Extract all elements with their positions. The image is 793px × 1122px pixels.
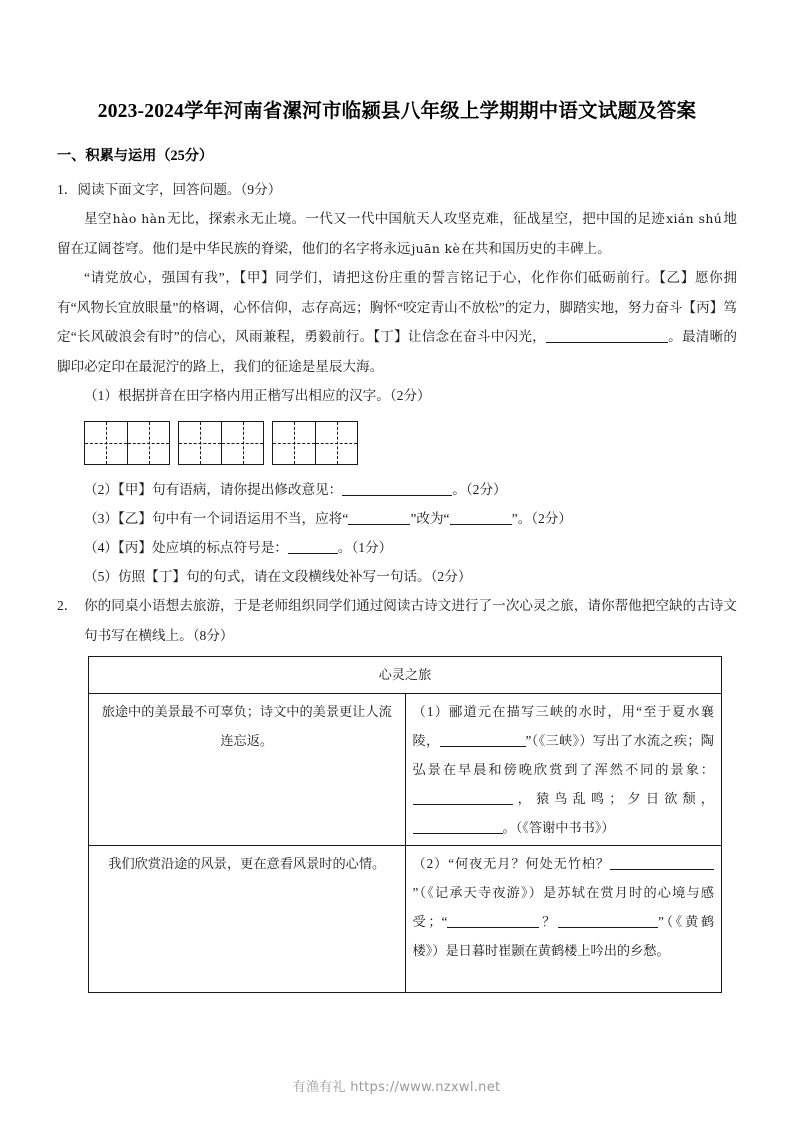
table-cell-left: 我们欣赏沿途的风景，更在意看风景时的心情。 — [89, 846, 406, 993]
tianzige-cell[interactable] — [127, 422, 169, 464]
sub2-text-a: （2）【甲】句有语病，请你提出修改意见： — [84, 482, 343, 497]
tianzige-cell[interactable] — [85, 422, 127, 464]
question-2-text: 你的同桌小语想去旅游，于是老师组织同学们通过阅读古诗文进行了一次心灵之旅，请你帮他把空缺的古诗文句书写在横线上。（8分） — [84, 598, 737, 643]
row2-text-d: ”（《黄鹤楼》）是日暮时崔颢在黄鹤楼上吟出的乡愁。 — [412, 914, 715, 958]
question-1-stem: 1．阅读下面文字，回答问题。（9分） — [57, 182, 282, 197]
tianzige-group-3[interactable] — [272, 421, 358, 465]
question-1-paragraph-2 — [57, 263, 737, 381]
sub4-text-a: （4）【丙】处应填的标点符号是： — [84, 540, 288, 555]
sub2-text-b: 。（2分） — [452, 482, 507, 497]
fill-blank-evening[interactable] — [413, 819, 503, 834]
table-cell-right — [405, 846, 722, 993]
question-1-sub-2 — [57, 475, 737, 504]
pinyin-xianshu: xián shú — [666, 211, 723, 226]
row1-text-a: （1）郦道元在描写三峡的水时，用“至于夏水襄陵， — [412, 704, 714, 748]
fill-blank-para2[interactable] — [546, 328, 668, 343]
fill-blank-sub4[interactable] — [288, 539, 338, 554]
row2-text-c: ？ — [539, 914, 558, 929]
table-header-row — [89, 657, 722, 694]
sub3-text-b: ”改为“ — [410, 511, 450, 526]
fill-blank-huanghelou-1[interactable] — [447, 913, 539, 928]
table-row — [89, 694, 722, 846]
question-1-sub-5: （5）仿照【丁】句的句式，请在文段横线处补写一句话。（2分） — [84, 569, 472, 584]
question-1-sub-4 — [57, 533, 737, 562]
tianzige-cell[interactable] — [315, 422, 357, 464]
question-1-sub-3 — [57, 504, 737, 533]
tianzige-cell[interactable] — [221, 422, 263, 464]
page-title: 2023-2024学年河南省漯河市临颍县八年级上学期期中语文试题及答案 — [97, 101, 697, 122]
tianzige-cell[interactable] — [179, 422, 221, 464]
footer-watermark: 有渔有礼 https://www.nzxwl.net — [292, 1080, 501, 1095]
heart-journey-table — [88, 656, 722, 993]
para1-text-d: 在共和国历史的丰碑上。 — [461, 240, 611, 256]
question-1-sub-1: （1）根据拼音在田字格内用正楷写出相应的汉字。（2分） — [84, 388, 431, 403]
table-header-title: 心灵之旅 — [89, 657, 722, 694]
fill-blank-sub3-to[interactable] — [450, 510, 512, 525]
para2-text-a: “请党放心，强国有我”，【甲】同学们，请把这份庄重的誓言铭记于心，化作你们砥砺前行。【乙】愿你拥有“风物长宜放眼量”的格调，心怀信仰，志存高远；胸怀“咬定青山不放松”的定力，脚踏实地，努力奋斗【丙】笃定“长风破浪会有时”的信心，风雨兼程，勇毅前行。【丁】让信念在奋斗中闪光， — [57, 270, 737, 344]
pinyin-haohan: hào hàn — [112, 211, 166, 226]
question-2-stem — [57, 591, 737, 650]
tianzige-group-1[interactable] — [84, 421, 170, 465]
table-row — [89, 846, 722, 993]
para1-text-a: 星空 — [84, 211, 112, 226]
fill-blank-sub3-from[interactable] — [348, 510, 410, 525]
fill-blank-huanghelou-2[interactable] — [558, 913, 658, 928]
section-heading: 一、积累与运用（25分） — [57, 148, 214, 164]
row1-text-d: 。（《答谢中书书》） — [502, 820, 615, 835]
row1-text-b: ”（《三峡》）写出了水流之疾；陶弘景在早晨和傍晚欣赏到了浑然不同的景象： — [412, 733, 714, 777]
pinyin-juanke: juān kè — [411, 240, 461, 256]
fill-blank-sub2[interactable] — [342, 481, 452, 496]
fill-blank-morning[interactable] — [413, 790, 513, 805]
page-content — [57, 95, 737, 993]
sub3-text-c: ”。（2分） — [511, 511, 572, 526]
tianzige-cell[interactable] — [273, 422, 315, 464]
tianzige-grid — [57, 421, 737, 465]
sub3-text-a: （3）【乙】句中有一个词语运用不当，应将“ — [84, 511, 349, 526]
row2-text-a: （2）“何夜无月？何处无竹柏？ — [412, 856, 610, 871]
row1-text-c: ，猿鸟乱鸣；夕日欲颓， — [512, 791, 714, 806]
para1-text-c: 地留在辽阔苍穹。他们是中华民族的脊梁，他们的名字将永远 — [57, 211, 738, 256]
question-2-number: 2． — [57, 598, 78, 613]
row2-text-b: ”（《记承天寺夜游》）是苏轼在赏月时的心境与感受；“ — [412, 885, 714, 929]
fill-blank-sanxia[interactable] — [440, 732, 526, 747]
fill-blank-chengtiansi[interactable] — [610, 855, 714, 870]
question-1-paragraph-1 — [57, 204, 737, 263]
table-cell-right — [405, 694, 722, 846]
table-cell-left: 旅途中的美景最不可辜负；诗文中的美景更让人流连忘返。 — [89, 694, 406, 846]
sub4-text-b: 。（1分） — [337, 540, 393, 555]
para2-text-b: 。最清晰的脚印必定印在最泥泞的路上，我们的征途是星辰大海。 — [57, 329, 738, 374]
para1-text-b: 无比，探索永无止境。一代又一代中国航天人攻坚克难，征战星空，把中国的足迹 — [166, 211, 666, 226]
tianzige-group-2[interactable] — [178, 421, 264, 465]
